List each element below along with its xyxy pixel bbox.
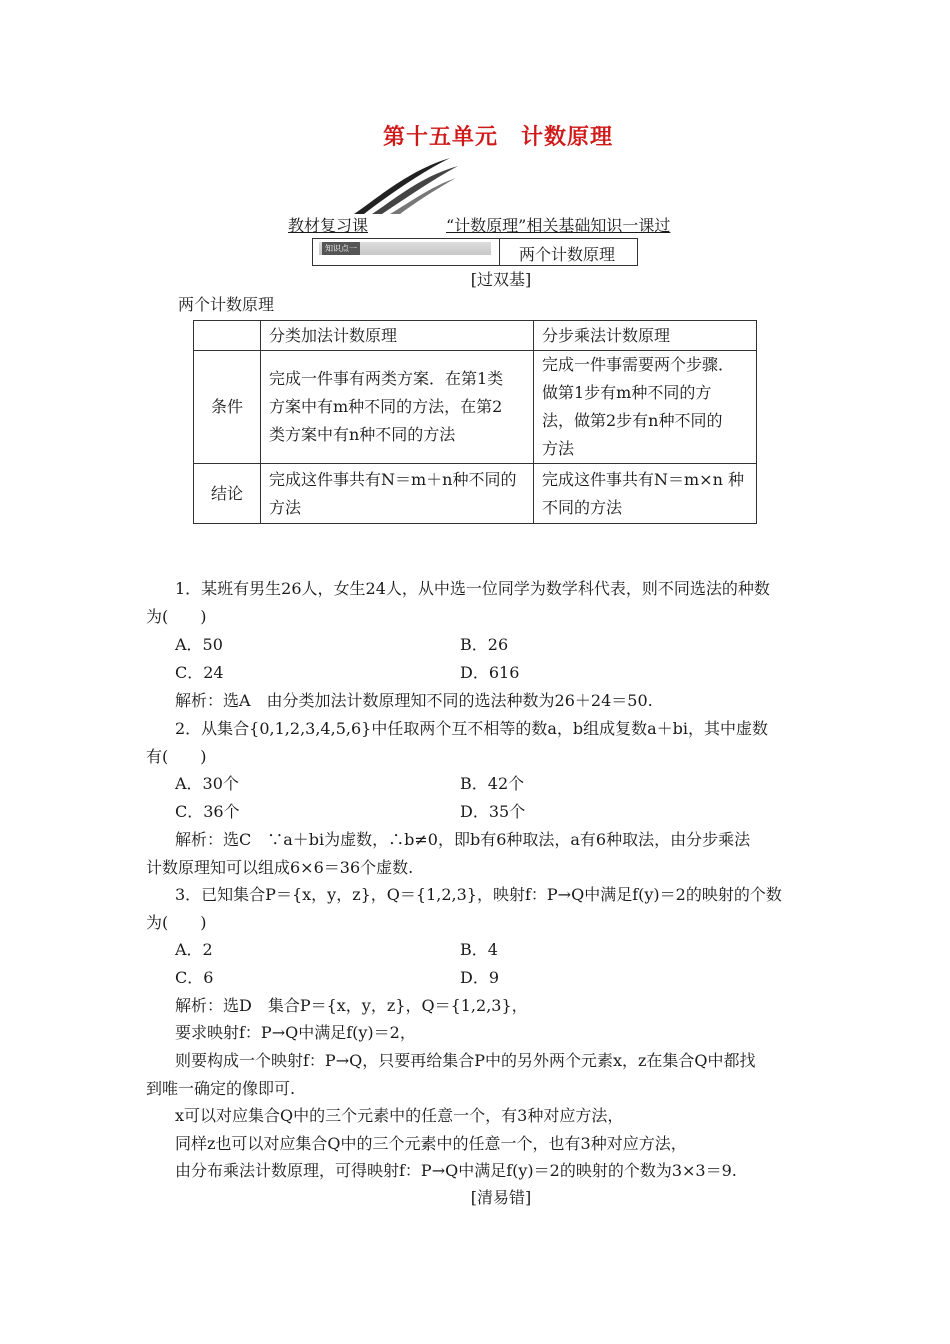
- text-line: 完成一件事有两类方案．在第1类: [269, 369, 504, 388]
- question-1-stem: 1．某班有男生26人，女生24人，从中选一位同学为数学科代表，则不同选法的种数: [175, 579, 770, 598]
- knowledge-point-badge-label: 知识点一: [322, 242, 360, 255]
- question-1-stem-cont: 为( ): [146, 607, 207, 626]
- text-line: 方案中有m种不同的方法，在第2: [269, 397, 503, 416]
- knowledge-point-box: [312, 238, 638, 266]
- q1-analysis: 解析：选A 由分类加法计数原理知不同的选法种数为26＋24＝50.: [175, 691, 653, 710]
- text-line: 完成这件事共有N＝m×n 种: [542, 469, 744, 489]
- swoosh-logo: [350, 156, 460, 216]
- q3-analysis-line: 到唯一确定的像即可.: [146, 1079, 296, 1098]
- q2-option-b: B．42个: [460, 774, 525, 793]
- text-line: 完成这件事共有N＝m＋n种不同的: [269, 469, 517, 489]
- section-tag-errors: [清易错]: [470, 1188, 532, 1207]
- table-header-cell: [194, 321, 261, 351]
- q3-analysis-line: 由分布乘法计数原理，可得映射f：P→Q中满足f(y)＝2的映射的个数为3×3＝9.: [175, 1161, 737, 1180]
- subheader-topic: “计数原理”相关基础知识一课过: [446, 216, 671, 235]
- text-line: 方法: [269, 497, 302, 517]
- question-3-stem: 3．已知集合P＝{x，y，z}，Q＝{1,2,3}，映射f：P→Q中满足f(y)＝2的映射的个数: [175, 885, 782, 904]
- q2-option-a: A．30个: [175, 774, 239, 793]
- q1-option-d: D．616: [460, 663, 520, 682]
- divider: [499, 239, 500, 265]
- q2-analysis-cont: 计数原理知可以组成6×6＝36个虚数.: [146, 858, 414, 877]
- question-3-stem-cont: 为( ): [146, 913, 207, 932]
- q3-option-c: C．6: [175, 968, 214, 987]
- knowledge-point-label: 两个计数原理: [519, 245, 616, 264]
- q2-option-c: C．36个: [175, 802, 240, 821]
- q3-option-b: B．4: [460, 940, 498, 959]
- row-label-condition: 条件: [194, 351, 261, 464]
- q3-option-a: A．2: [175, 940, 213, 959]
- page-title: 第十五单元 计数原理: [382, 124, 613, 150]
- q1-option-a: A．50: [175, 635, 223, 654]
- table-header-cell: 分类加法计数原理: [261, 321, 534, 351]
- add-conclusion-cell: [261, 464, 534, 524]
- q3-analysis-line: 同样z也可以对应集合Q中的三个元素中的任意一个，也有3种对应方法，: [175, 1134, 687, 1153]
- q2-analysis: 解析：选C ∵a＋bi为虚数，∴b≠0，即b有6种取法，a有6种取法，由分步乘法: [175, 830, 751, 849]
- knowledge-point-badge: [319, 242, 491, 255]
- add-condition-cell: [261, 351, 534, 464]
- section-tag-review: [过双基]: [470, 270, 532, 289]
- subheader-course-type: 教材复习课: [288, 216, 369, 235]
- q3-analysis-line: 要求映射f：P→Q中满足f(y)＝2，: [175, 1023, 416, 1042]
- q3-analysis-line: 则要构成一个映射f：P→Q，只要再给集合P中的另外两个元素x，z在集合Q中都找: [175, 1051, 756, 1070]
- text-line: 方法: [542, 439, 575, 458]
- text-line: 类方案中有n种不同的方法: [269, 425, 456, 444]
- question-2-stem: 2．从集合{0,1,2,3,4,5,6}中任取两个互不相等的数a，b组成复数a＋bi，其中虚数: [175, 719, 768, 738]
- q2-option-d: D．35个: [460, 802, 526, 821]
- mul-conclusion-cell: [534, 464, 757, 524]
- text-line: 做第1步有m种不同的方: [542, 383, 712, 402]
- q1-option-b: B．26: [460, 635, 509, 654]
- mul-condition-cell: [534, 351, 757, 464]
- comparison-table: [193, 320, 757, 524]
- q1-option-c: C．24: [175, 663, 224, 682]
- q3-analysis-line: x可以对应集合Q中的三个元素中的任意一个，有3种对应方法，: [175, 1106, 624, 1125]
- section-title: 两个计数原理: [178, 295, 275, 314]
- table-header-row: [194, 321, 757, 351]
- row-label-conclusion: 结论: [194, 464, 261, 524]
- q3-option-d: D．9: [460, 968, 500, 987]
- text-line: 完成一件事需要两个步骤．: [542, 355, 735, 374]
- q3-analysis: 解析：选D 集合P＝{x，y，z}，Q＝{1,2,3}，: [175, 996, 528, 1015]
- text-line: 法，做第2步有n种不同的: [542, 411, 723, 430]
- table-row-conclusion: [194, 464, 757, 524]
- text-line: 不同的方法: [542, 497, 623, 517]
- table-row-condition: [194, 351, 757, 464]
- table-header-cell: 分步乘法计数原理: [534, 321, 757, 351]
- question-2-stem-cont: 有( ): [146, 747, 207, 766]
